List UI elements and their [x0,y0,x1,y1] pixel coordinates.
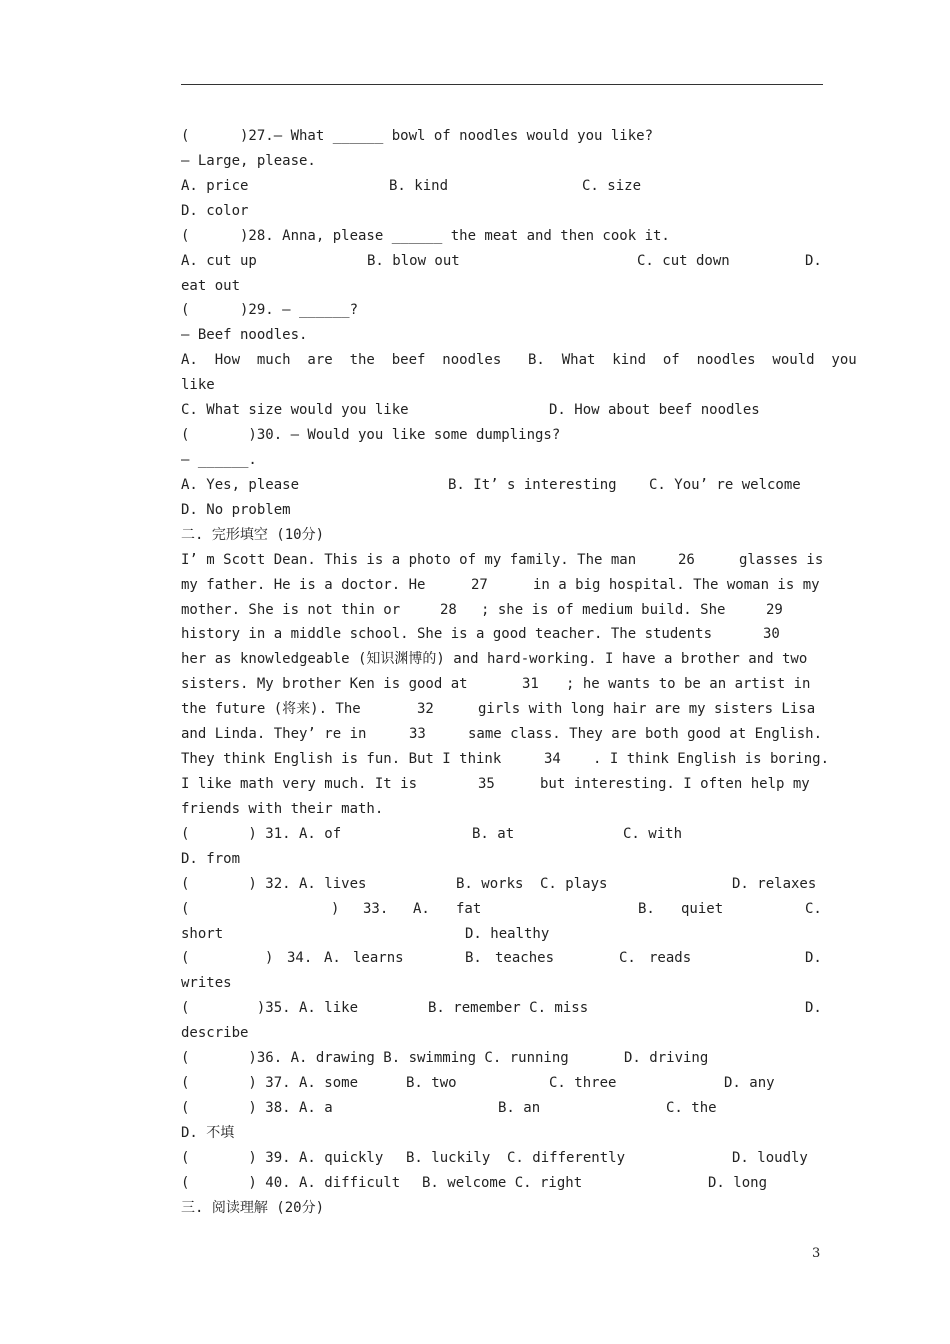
blank-number: 30 [763,626,780,643]
passage-line [181,797,823,822]
q32-option-d: D. relaxes [732,875,817,892]
q27-option-a: A. price [181,177,249,194]
q34-option-c: reads [649,950,692,967]
passage-line [181,598,823,623]
question-35 [181,996,823,1021]
q35-stem-option-a: ( )35. A. like [181,1000,359,1017]
section-3-heading [181,1196,823,1221]
q34-option-c-label: C. [619,950,636,967]
q35-option-d-label: D. [805,1000,822,1017]
question-28-wrap [181,274,823,299]
question-30-options [181,473,823,498]
q33-option-b: quiet [681,900,724,917]
q32-stem-option-a: ( ) 32. A. lives [181,875,367,892]
question-31-option-d-line [181,847,823,872]
header-rule [181,84,823,85]
passage-text: girls with long hair are my sisters Lisa [478,701,816,718]
question-31 [181,822,823,847]
q39-stem-option-a: ( ) 39. A. quickly [181,1149,384,1166]
q34-close-paren: ) [265,950,274,967]
passage-text: glasses is [739,551,824,568]
q36-option-d: D. driving [624,1050,709,1067]
q29-stem-text: ( )29. — ______? [181,302,359,319]
question-30-answer [181,448,823,473]
blank-number: 35 [478,775,495,792]
question-29-stem [181,298,823,323]
blank-number: 32 [417,701,434,718]
q28-option-b: B. blow out [367,252,460,269]
q28-option-a: A. cut up [181,252,257,269]
blank-number: 31 [522,676,539,693]
q37-option-b: B. two [406,1075,457,1092]
q35-option-d: describe [181,1025,249,1042]
question-29-wrap [181,373,823,398]
q30-option-a: A. Yes, please [181,476,300,493]
section-2-heading-text: 二. 完形填空 (10分) [181,526,325,543]
q27-answer-text: — Large, please. [181,152,316,169]
blank-number: 29 [766,601,783,618]
q33-option-c-label: C. [805,900,822,917]
q28-option-c: C. cut down [637,252,730,269]
q38-option-b: B. an [498,1099,541,1116]
passage-line [181,772,823,797]
q33-option-b-label: B. [638,900,655,917]
q32-option-b: B. works [456,875,524,892]
passage-text: my father. He is a doctor. He [181,576,426,593]
q39-option-c: C. differently [507,1149,626,1166]
question-34 [181,946,823,971]
question-40 [181,1171,823,1196]
blank-number: 34 [544,751,561,768]
question-27-options [181,174,823,199]
passage-line [181,697,823,722]
q34-open-paren: ( [181,950,190,967]
passage-line [181,747,830,772]
passage-text: I’ m Scott Dean. This is a photo of my family. The man [181,551,637,568]
section-3-heading-text: 三. 阅读理解 (20分) [181,1199,325,1216]
q29-option-b-wrap: like [181,377,215,394]
q38-option-c: C. the [666,1099,717,1116]
q33-option-a: fat [456,900,482,917]
question-34-wrap [181,971,823,996]
question-27-option-d-line [181,199,823,224]
q38-option-d: D. 不填 [181,1124,235,1141]
section-2-heading [181,523,823,548]
question-35-wrap [181,1021,823,1046]
question-38-option-d-line [181,1121,823,1146]
q34-option-b: teaches [495,950,555,967]
page-content [181,124,857,1221]
passage-text: the future (将来). The [181,701,361,718]
page-number: 3 [812,1246,821,1261]
question-28-options [181,249,823,274]
q37-option-c: C. three [549,1075,617,1092]
passage-text: and Linda. They’ re in [181,726,367,743]
question-27-answer [181,149,823,174]
passage-text: history in a middle school. She is a good teacher. The students [181,626,713,643]
q37-stem-option-a: ( ) 37. A. some [181,1075,359,1092]
q30-answer-text: — ______. [181,451,257,468]
question-37 [181,1071,823,1096]
passage-line [181,548,823,573]
passage-text: but interesting. I often help my [540,775,810,792]
q27-stem-text: ( )27.— What ______ bowl of noodles would you like? [181,128,654,144]
question-29-answer [181,323,823,348]
q39-option-b: B. luckily [406,1149,491,1166]
q31-option-c: C. with [623,825,683,842]
q31-stem-option-a: ( ) 31. A. of [181,825,342,842]
question-36 [181,1046,823,1071]
question-27-stem [181,124,823,149]
passage-line [181,622,823,647]
q33-option-a-label: A. [413,900,430,917]
q30-stem-text: ( )30. — Would you like some dumplings? [181,427,561,444]
q29-option-c: C. What size would you like [181,402,409,419]
passage-line [181,573,823,598]
passage-line [181,722,823,747]
passage-text: They think English is fun. But I think [181,751,502,768]
passage-text: same class. They are both good at English. [468,726,823,743]
q33-close-paren: ) [331,900,340,917]
q40-option-d: D. long [708,1174,768,1191]
q34-option-a: learns [353,950,404,967]
passage-text: in a big hospital. The woman is my [533,576,820,593]
q38-stem-option-a: ( ) 38. A. a [181,1099,333,1116]
q27-option-b: B. kind [389,177,449,194]
q30-option-d: D. No problem [181,501,291,518]
q34-option-a-label: A. [324,950,341,967]
q33-number: 33. [363,900,389,917]
q30-option-b: B. It’ s interesting [448,476,617,493]
q27-option-d: D. color [181,202,249,219]
q32-option-c: C. plays [540,875,608,892]
q34-option-b-label: B. [465,950,482,967]
passage-text: her as knowledgeable (知识渊博的) and hard-working. I have a brother and two [181,651,808,668]
q39-option-d: D. loudly [732,1149,808,1166]
passage-text: . I think English is boring. [593,751,830,768]
q33-option-d: D. healthy [465,925,550,942]
q31-option-b: B. at [472,825,515,842]
q31-option-d: D. from [181,850,241,867]
passage-text: sisters. My brother Ken is good at [181,676,468,693]
blank-number: 33 [409,726,426,743]
question-32 [181,872,823,897]
q33-open-paren: ( [181,900,190,917]
q28-option-d-text: eat out [181,277,241,294]
q40-stem-option-a: ( ) 40. A. difficult [181,1174,401,1191]
question-33-wrap [181,922,823,947]
q28-option-d-label: D. [805,252,822,269]
q33-option-c: short [181,925,224,942]
q29-answer-text: — Beef noodles. [181,327,308,344]
passage-text: friends with their math. [181,800,384,817]
q34-option-d: writes [181,975,232,992]
question-39 [181,1146,823,1171]
q34-number: 34. [287,950,313,967]
question-29-options-ab [181,348,857,373]
q30-option-c: C. You’ re welcome [649,476,801,493]
blank-number: 27 [471,576,488,593]
q34-option-d-label: D. [805,950,822,967]
q29-option-a: A. How much are the beef noodles [181,352,502,369]
passage-text: mother. She is not thin or [181,601,401,618]
q29-option-b: B. What kind of noodles would you [528,352,857,369]
q28-stem-text: ( )28. Anna, please ______ the meat and then cook it. [181,227,670,244]
question-30-stem [181,423,823,448]
question-30-option-d-line [181,498,823,523]
passage-line [181,672,823,697]
q37-option-d: D. any [724,1075,775,1092]
question-28-stem [181,224,823,249]
q29-option-d: D. How about beef noodles [549,402,760,419]
q27-option-c: C. size [582,177,642,194]
passage-text: ; she is of medium build. She [481,601,726,618]
blank-number: 26 [678,551,695,568]
q35-option-b-c: B. remember C. miss [428,1000,589,1017]
question-33 [181,897,823,922]
passage-text: I like math very much. It is [181,775,418,792]
question-38 [181,1096,823,1121]
passage-line [181,647,823,672]
passage-text: ; he wants to be an artist in [566,676,811,693]
question-29-options-cd [181,398,823,423]
blank-number: 28 [440,601,457,618]
q36-stem-options: ( )36. A. drawing B. swimming C. running [181,1050,569,1067]
q40-option-b-c: B. welcome C. right [422,1174,583,1191]
